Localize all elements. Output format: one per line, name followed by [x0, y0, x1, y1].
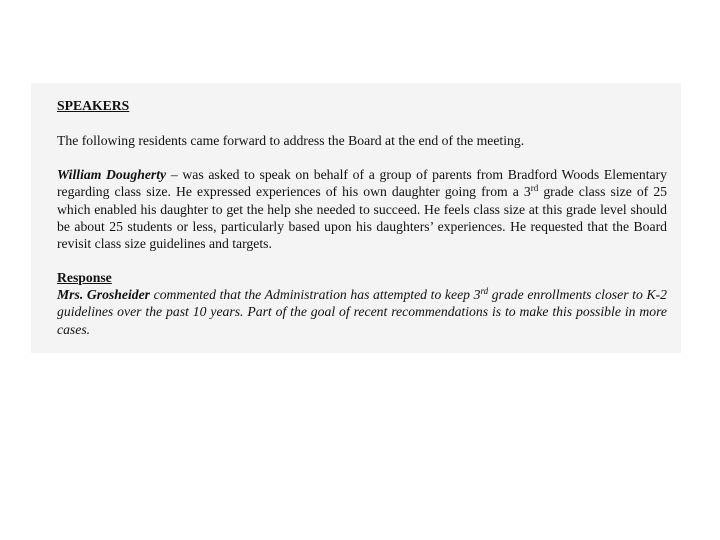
response-paragraph [57, 286, 667, 338]
response-ordinal-sup: rd [480, 286, 489, 297]
response-name: Mrs. Grosheider [57, 287, 150, 303]
response-text-part1: commented that the Administration has attempted to keep 3 [150, 287, 481, 303]
intro-paragraph: The following residents came forward to address the Board at the end of the meeting. [57, 133, 525, 148]
speaker-text-part2: grade class size of 25 which enabled his daughter to get the help she needed to succeed. He feels class size at this grade level should be about 25 students or less, particularly based upon his daughters’ experiences. He requested that the Board revisit class size guidelines and targets. [57, 184, 668, 252]
speaker-name: William Dougherty [57, 167, 167, 183]
document-excerpt [31, 83, 681, 353]
response-text-part2: grade enrollments closer to K-2 guidelines over the past 10 years. Part of the goal of recent recommendations is to make this possible in more cases. [57, 287, 667, 337]
speaker-text-part1: – was asked to speak on behalf of a group of parents from Bradford Woods Elementary regarding class size. He expressed experiences of his own daughter going from a 3 [57, 167, 667, 200]
speaker-paragraph [57, 166, 667, 252]
speaker-ordinal-sup: rd [530, 183, 539, 194]
response-heading: Response [57, 270, 112, 286]
section-heading: SPEAKERS [57, 98, 130, 113]
